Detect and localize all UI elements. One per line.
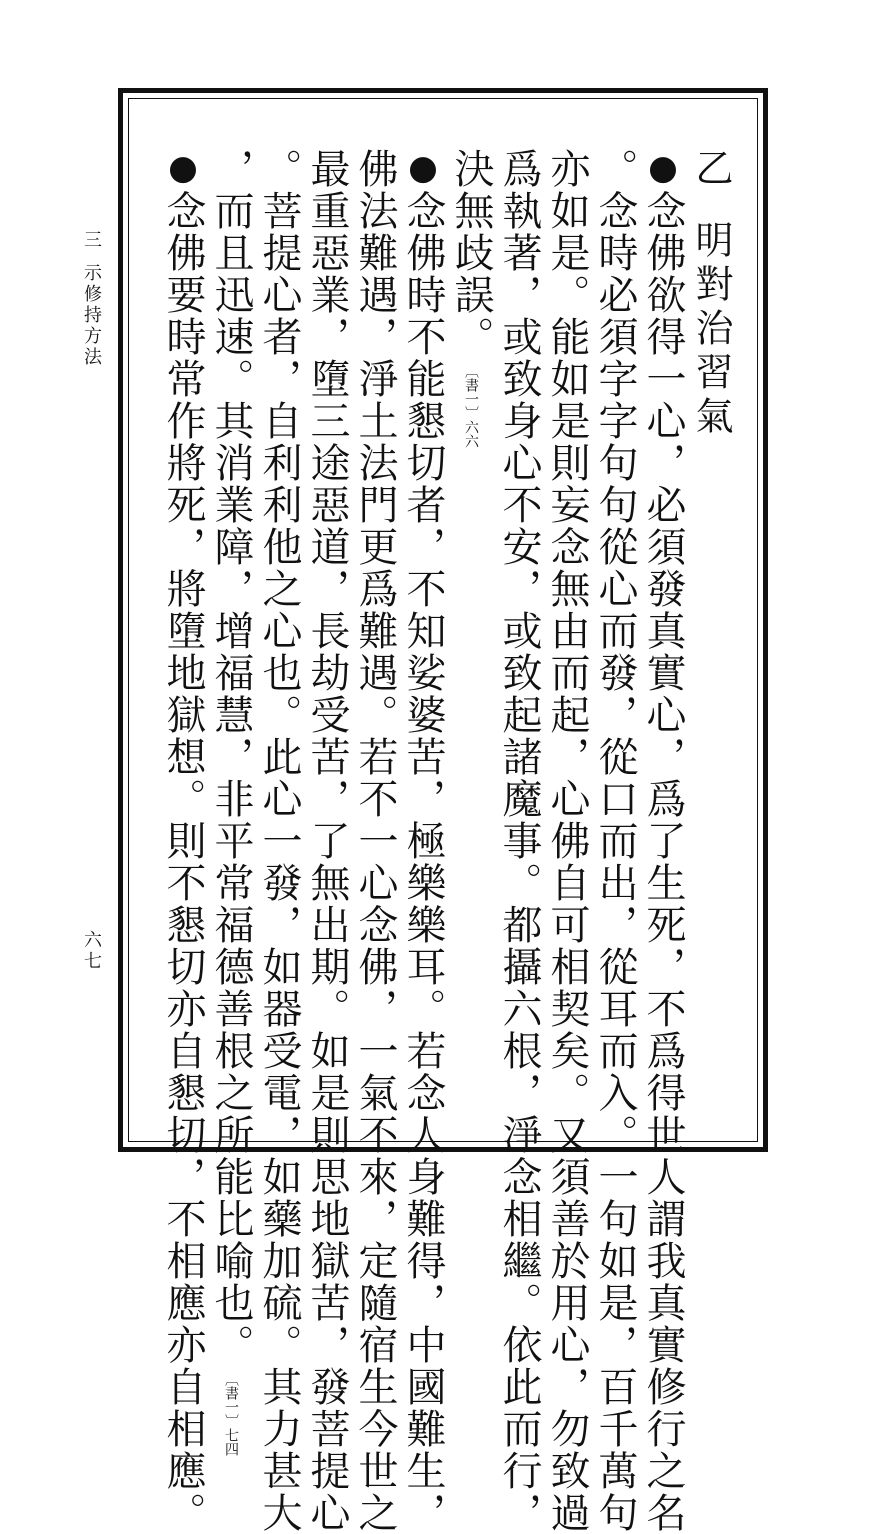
passage-2-column-4: 。菩提心者，自利利他之心也。此心一發，如器受電，如藥加硫。其力甚大 bbox=[256, 148, 302, 1534]
passage-3-column-1: ●念佛要時常作將死，將墮地獄想。則不懇切亦自懇切，不相應亦自相應。 bbox=[160, 148, 206, 1534]
passage-1-column-4: 爲執著，或致身心不安，或致起諸魔事。都攝六根，淨念相繼。依此而行， bbox=[496, 148, 542, 1534]
chapter-number: 三 bbox=[81, 230, 102, 251]
passage-1-column-3: 亦如是。能如是則妄念無由而起，心佛自可相契矣。又須善於用心，勿致過 bbox=[544, 148, 590, 1534]
bullet-icon: ● bbox=[403, 148, 443, 190]
passage-1-column-1: ●念佛欲得一心，必須發真實心，爲了生死，不爲得世人謂我真實修行之名 bbox=[640, 148, 686, 1534]
source-note: 〔書一〕七四 bbox=[223, 1372, 239, 1456]
bullet-icon: ● bbox=[163, 148, 203, 190]
passage-1-column-2: 。念時必須字字句句從心而發，從口而出，從耳而入。一句如是，百千萬句 bbox=[592, 148, 638, 1534]
chapter-title: 示修持方法 bbox=[81, 263, 102, 368]
passage-2-column-3: 最重惡業，墮三途惡道，長劫受苦，了無出期。如是則思地獄苦，發菩提心 bbox=[304, 148, 350, 1534]
section-heading bbox=[687, 148, 735, 1128]
source-note: 〔書一〕六六 bbox=[463, 364, 479, 448]
running-head bbox=[82, 230, 100, 368]
section-title: 明對治習氣 bbox=[689, 220, 733, 440]
bullet-icon: ● bbox=[643, 148, 683, 190]
page-number: 六七 bbox=[81, 930, 102, 972]
section-mark: 乙 bbox=[689, 148, 733, 190]
passage-2-column-2: 佛法難遇，淨土法門更爲難遇。若不一心念佛，一氣不來，定隨宿生今世之 bbox=[352, 148, 398, 1534]
passage-1-column-5: 決無歧誤。〔書一〕六六 bbox=[448, 148, 494, 448]
passage-2-column-5: ，而且迅速。其消業障，增福慧，非平常福德善根之所能比喻也。〔書一〕七四 bbox=[208, 148, 254, 1456]
main-text bbox=[159, 148, 735, 1534]
passage-2-column-1: ●念佛時不能懇切者，不知娑婆苦，極樂樂耳。若念人身難得，中國難生， bbox=[400, 148, 446, 1534]
